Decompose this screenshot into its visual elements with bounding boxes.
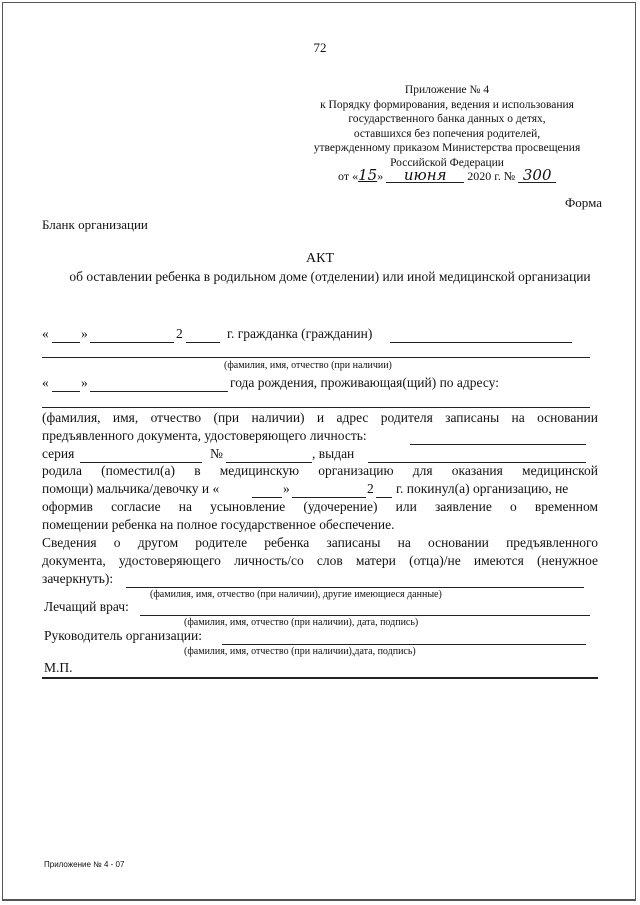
para-birth-line: оформив согласие на усыновление (удочерение) или заявление о временном — [42, 499, 598, 514]
doctor-label: Лечащий врач: — [44, 599, 129, 614]
leave-month-field[interactable] — [292, 497, 366, 498]
fio-field[interactable] — [42, 357, 590, 358]
page-number: 72 — [313, 40, 327, 55]
organization-letterhead-label: Бланк организации — [42, 217, 148, 232]
footer-code: Приложение № 4 - 07 — [44, 860, 125, 869]
para-birth-line: родила (поместил(а) в медицинскую организацию для оказания медицинской — [42, 463, 598, 478]
citizen-field[interactable] — [390, 342, 572, 343]
appendix-line: Российской Федерации — [390, 156, 504, 169]
date-prefix: от « — [338, 169, 359, 183]
date-day: 15 — [358, 166, 378, 184]
head-field[interactable] — [222, 644, 586, 645]
leave-year-field[interactable] — [376, 497, 392, 498]
hint-fio: (фамилия, имя, отчество (при наличии) — [224, 360, 392, 371]
day-field[interactable] — [52, 342, 80, 343]
date-month: июня — [386, 169, 464, 183]
para-other-parent-line: зачеркнуть): — [42, 571, 114, 586]
para-parent-docs-line: предъявленного документа, удостоверяющего личность: — [42, 428, 367, 443]
para-birth-line: помещении ребенка на полное государственное обеспечение. — [42, 517, 395, 532]
doc-number-label: № — [210, 446, 223, 461]
stamp-label: М.П. — [44, 660, 73, 675]
leave-quote-close: » — [283, 481, 290, 496]
para-other-parent-line: Сведения о другом родителе ребенка записаны на основании предъявленного — [42, 535, 598, 550]
year-prefix: 2 — [176, 326, 183, 341]
order-date-line — [338, 166, 556, 184]
series-label: серия — [42, 446, 75, 461]
hint-other-parent: (фамилия, имя, отчество (при наличии), другие имеющиеся данные) — [150, 589, 442, 600]
date-quote-open: « — [42, 326, 49, 341]
para-birth-line: помощи) мальчика/девочку и « — [42, 481, 220, 496]
birth-quote-open: « — [42, 375, 49, 390]
hint-doctor: (фамилия, имя, отчество (при наличии), дата, подпись) — [184, 617, 419, 628]
birth-month-field[interactable] — [90, 391, 228, 392]
birth-address-label: года рождения, проживающая(щий) по адресу: — [230, 375, 500, 390]
para-birth-line: г. покинул(а) организацию, не — [396, 481, 569, 496]
leave-day-field[interactable] — [252, 497, 282, 498]
month-field[interactable] — [90, 342, 174, 343]
birth-day-field[interactable] — [52, 391, 80, 392]
date-year: 2020 г. № — [464, 169, 519, 183]
appendix-line: к Порядку формирования, ведения и использования — [320, 98, 574, 111]
other-parent-field[interactable] — [126, 587, 584, 588]
para-other-parent-line: документа, удостоверяющего личность/со слов матери (отца)/не имеются (ненужное — [42, 553, 598, 568]
date-mid: » — [377, 169, 387, 183]
issued-label: , выдан — [312, 446, 355, 461]
act-title: АКТ — [306, 251, 334, 266]
date-quote-close: » — [81, 326, 88, 341]
identity-doc-field[interactable] — [410, 444, 586, 445]
stamp-rule — [42, 677, 598, 679]
date-number: 300 — [518, 169, 556, 183]
appendix-line: государственного банка данных о детях, — [348, 113, 546, 125]
hint-head: (фамилия, имя, отчество (при наличии),дата, подпись) — [184, 646, 416, 657]
head-label: Руководитель организации: — [44, 628, 203, 643]
appendix-line: оставшихся без попечения родителей, — [353, 127, 541, 140]
para-parent-docs-line: (фамилия, имя, отчество (при наличии) и адрес родителя записаны на основании — [42, 410, 598, 425]
birth-quote-close: » — [81, 375, 88, 390]
form-label: Форма — [565, 195, 602, 210]
leave-year-prefix: 2 — [367, 481, 374, 496]
citizen-label: г. гражданка (гражданин) — [227, 326, 373, 341]
appendix-block — [282, 83, 612, 170]
doctor-field[interactable] — [140, 615, 590, 616]
appendix-line: Приложение № 4 — [404, 84, 490, 96]
year-field[interactable] — [186, 342, 220, 343]
act-subtitle: об оставлении ребенка в родильном доме (отделении) или иной медицинской организации — [69, 269, 591, 284]
appendix-line: утвержденному приказом Министерства просвещения — [313, 142, 581, 154]
address-field[interactable] — [42, 407, 590, 408]
